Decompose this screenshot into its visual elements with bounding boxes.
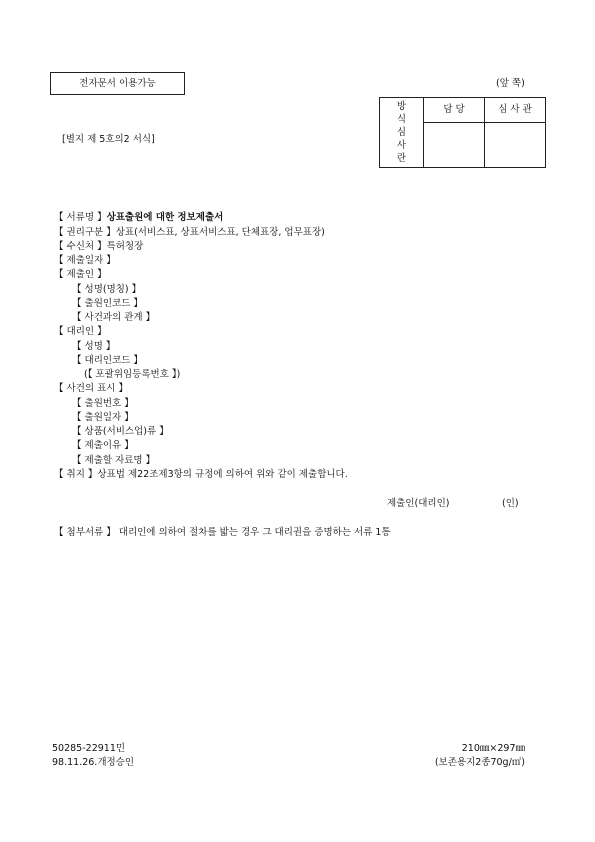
attachment-label: 【 첨부서류 】	[54, 527, 116, 538]
case-application-date: 【 출원일자 】	[72, 412, 134, 423]
recipient-value: 특허청장	[106, 241, 144, 252]
attachment-line	[54, 527, 391, 538]
agent-name-field: 【 성명 】	[72, 341, 116, 352]
footer-form-code: 50285-22911민	[52, 743, 126, 754]
footer-approval-date: 98.11.26.개정승인	[52, 757, 135, 768]
seal-mark: (인)	[502, 498, 519, 509]
review-col-manager: 담 당	[424, 98, 485, 123]
purpose-text: 상표법 제22조제3항의 규정에 의하여 위와 같이 제출합니다.	[97, 469, 348, 480]
agent-code-field: 【 대리인코드 】	[72, 355, 143, 366]
footer-paper-spec: (보존용지2종70g/㎡)	[434, 757, 525, 768]
case-label: 【 사건의 표시 】	[54, 383, 128, 394]
form-number: [별지 제 5호의2 서식]	[62, 134, 155, 145]
right-type-line: 【 권리구분 】상표(서비스표, 상표서비스표, 단체표장, 업무표장)	[54, 227, 325, 238]
footer-paper-size: 210㎜×297㎜	[461, 743, 525, 754]
review-cell-manager	[424, 123, 485, 168]
agent-registration-field: (【 포괄위임등록번호 】)	[84, 369, 181, 380]
agent-label: 【 대리인 】	[54, 326, 107, 337]
attachment-text: 대리인에 의하여 절차를 밟는 경우 그 대리권을 증명하는 서류 1통	[118, 527, 391, 538]
recipient-line: 【 수신처 】특허청장	[54, 241, 144, 252]
submitter-relation-field: 【 사건과의 관계 】	[72, 312, 156, 323]
doc-name-line	[54, 212, 223, 223]
electronic-document-label: 전자문서 이용가능	[79, 77, 156, 89]
review-table	[379, 97, 546, 168]
right-type-value: 상표(서비스표, 상표서비스표, 단체표장, 업무표장)	[115, 227, 325, 238]
purpose-line: 【 취지 】상표법 제22조제3항의 규정에 의하여 위와 같이 제출합니다.	[54, 469, 348, 480]
submission-date-label: 【 제출일자 】	[54, 255, 116, 266]
review-vertical-label: 방 식 심 사 란	[380, 98, 424, 168]
review-cell-examiner	[485, 123, 546, 168]
page-side-label: (앞 쪽)	[496, 78, 525, 89]
case-submission-reason: 【 제출이유 】	[72, 440, 134, 451]
doc-name-label: 【 서류명 】	[54, 212, 107, 223]
case-material-name: 【 제출할 자료명 】	[72, 455, 156, 466]
review-col-examiner: 심 사 관	[485, 98, 546, 123]
case-goods-class: 【 상품(서비스업)류 】	[72, 426, 169, 437]
doc-name: 상표출원에 대한 정보제출서	[106, 212, 224, 223]
case-application-number: 【 출원번호 】	[72, 398, 134, 409]
submitter-code-field: 【 출원인코드 】	[72, 298, 143, 309]
submitter-label: 【 제출인 】	[54, 269, 107, 280]
signer-label: 제출인(대리인)	[387, 498, 450, 509]
submitter-name-field: 【 성명(명칭) 】	[72, 284, 142, 295]
electronic-document-box	[50, 72, 185, 95]
